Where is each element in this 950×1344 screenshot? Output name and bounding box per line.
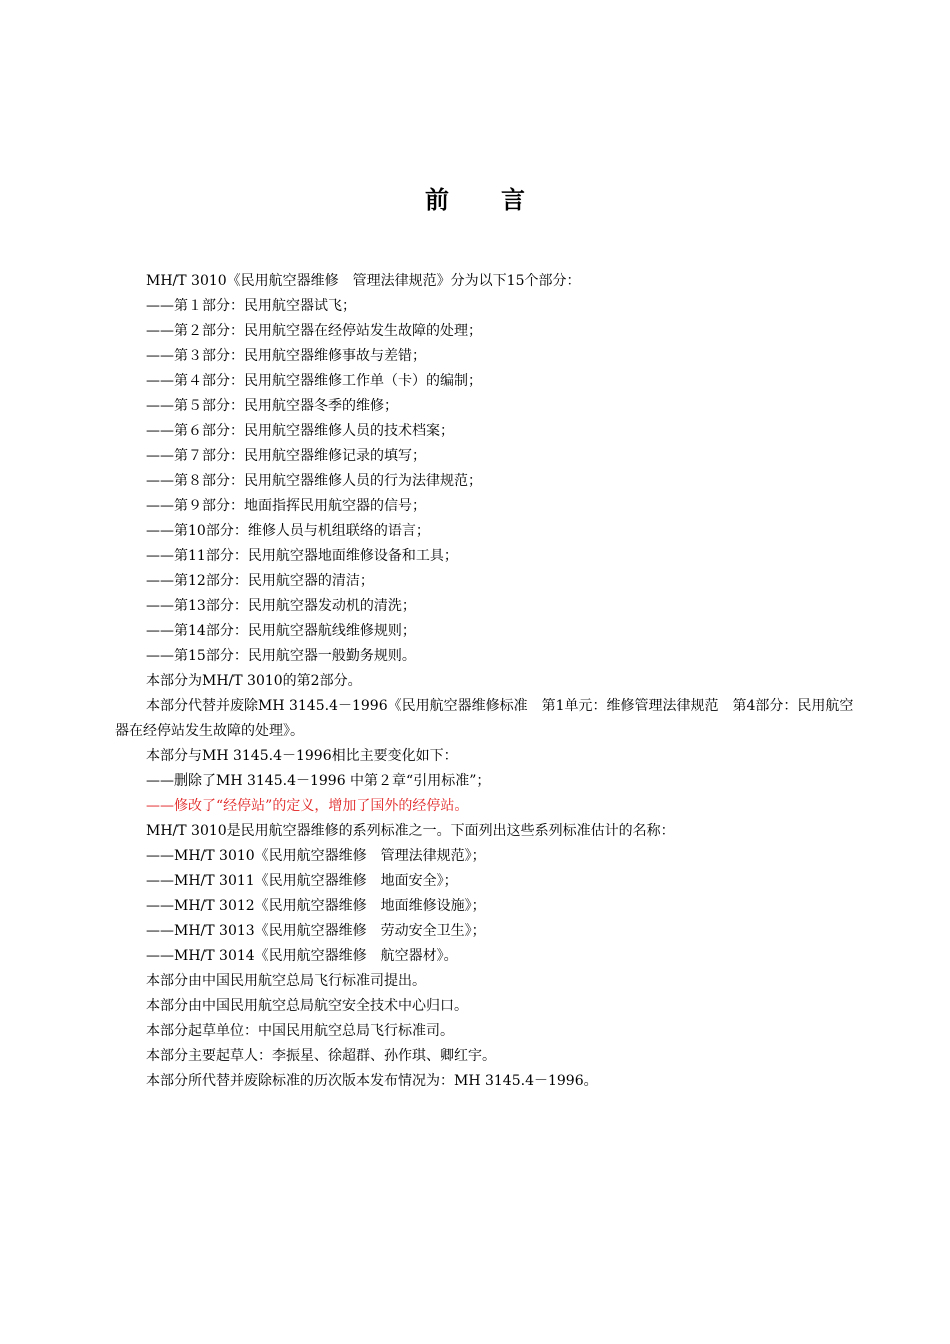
list-item-part-2: ——第２部分：民用航空器在经停站发生故障的处理； [146,323,482,339]
list-item-series-3014: ——MH/T 3014《民用航空器维修 航空器材》。 [146,948,458,964]
paragraph-proposer: 本部分由中国民用航空总局飞行标准司提出。 [146,973,426,989]
list-item-series-3010: ——MH/T 3010《民用航空器维修 管理法律规范》； [146,848,486,864]
paragraph-drafters: 本部分主要起草人：李振星、徐超群、孙作琪、卿红宇。 [146,1048,496,1064]
list-item-part-9: ——第９部分：地面指挥民用航空器的信号； [146,498,426,514]
paragraph-drafting-unit: 本部分起草单位：中国民用航空总局飞行标准司。 [146,1023,454,1039]
list-item-part-11: ——第11部分：民用航空器地面维修设备和工具； [146,548,458,564]
list-item-part-10: ——第10部分：维修人员与机组联络的语言； [146,523,430,539]
paragraph-series-intro: MH/T 3010是民用航空器维修的系列标准之一。下面列出这些系列标准估计的名称： [146,823,675,839]
list-item-part-6: ——第６部分：民用航空器维修人员的技术档案； [146,423,454,439]
paragraph-changes-intro: 本部分与MH 3145.4－1996相比主要变化如下： [146,748,458,764]
list-item-part-4: ——第４部分：民用航空器维修工作单（卡）的编制； [146,373,482,389]
paragraph-replacement: 本部分代替并废除MH 3145.4－1996《民用航空器维修标准 第1单元：维修管理法律规范 第4部分：民用航空器在经停站发生故障的处理》。 [115,698,854,739]
list-item-part-5: ——第５部分：民用航空器冬季的维修； [146,398,398,414]
paragraph-part-statement: 本部分为MH/T 3010的第2部分。 [146,673,362,689]
list-item-part-3: ——第３部分：民用航空器维修事故与差错； [146,348,426,364]
list-item-change-2: ——修改了“经停站”的定义，增加了国外的经停站。 [146,798,469,814]
list-item-part-13: ——第13部分：民用航空器发动机的清洗； [146,598,416,614]
list-item-part-8: ——第８部分：民用航空器维修人员的行为法律规范； [146,473,482,489]
paragraph-centralized: 本部分由中国民用航空总局航空安全技术中心归口。 [146,998,468,1014]
list-item-part-12: ——第12部分：民用航空器的清洁； [146,573,374,589]
list-item-series-3013: ——MH/T 3013《民用航空器维修 劳动安全卫生》； [146,923,486,939]
list-item-part-7: ——第７部分：民用航空器维修记录的填写； [146,448,426,464]
list-item-part-15: ——第15部分：民用航空器一般勤务规则。 [146,648,416,664]
page-title: 前言 [425,186,577,214]
paragraph-history: 本部分所代替并废除标准的历次版本发布情况为：MH 3145.4－1996。 [146,1073,598,1089]
list-item-part-14: ——第14部分：民用航空器航线维修规则； [146,623,416,639]
list-item-series-3012: ——MH/T 3012《民用航空器维修 地面维修设施》； [146,898,486,914]
list-item-series-3011: ——MH/T 3011《民用航空器维修 地面安全》； [146,873,458,889]
list-item-part-1: ——第１部分：民用航空器试飞； [146,298,356,314]
document-body [115,269,860,1094]
list-item-change-1: ——删除了MH 3145.4－1996 中第２章“引用标准”； [146,773,491,789]
paragraph-intro: MH/T 3010《民用航空器维修 管理法律规范》分为以下15个部分： [146,273,581,289]
